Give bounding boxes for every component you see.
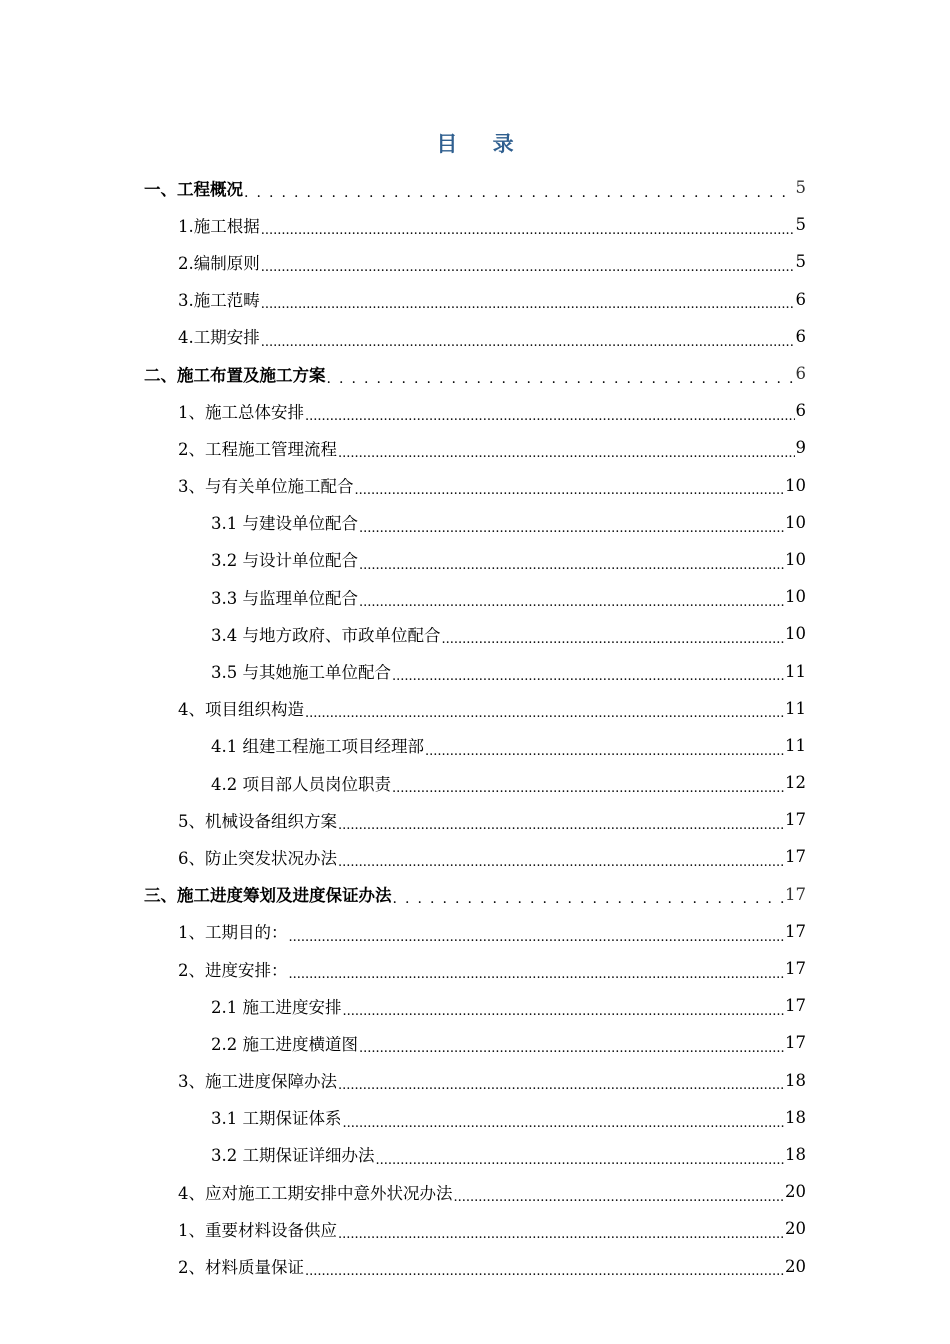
toc-entry[interactable]	[0, 1062, 950, 1099]
toc-leader-dots	[343, 1001, 785, 1018]
toc-entry-text: 二、施工布置及施工方案	[144, 365, 326, 385]
toc-leader-dots	[425, 741, 784, 758]
toc-leader-dots	[392, 667, 784, 684]
toc-entry[interactable]	[0, 913, 950, 950]
toc-entry-text: 3.4 与地方政府、市政单位配合	[211, 625, 441, 645]
toc-page-number: 6	[795, 289, 806, 309]
toc-entry-text: 1、施工总体安排	[178, 402, 304, 422]
toc-entry-text: 2、工程施工管理流程	[178, 439, 337, 459]
toc-page-number: 10	[785, 475, 806, 495]
toc-list	[0, 169, 950, 1285]
toc-leader-dots	[355, 481, 785, 498]
toc-leader-dots	[289, 964, 785, 981]
toc-entry-text: 4、项目组织构造	[178, 700, 304, 720]
toc-page-number: 5	[795, 178, 806, 198]
toc-page-number: 18	[785, 1144, 806, 1164]
toc-entry-text: 5、机械设备组织方案	[178, 811, 337, 831]
toc-page-number: 10	[785, 549, 806, 569]
toc-entry[interactable]	[0, 504, 950, 541]
toc-leader-dots	[338, 853, 784, 870]
toc-page-number: 10	[785, 624, 806, 644]
toc-entry-text: 2.2 施工进度横道图	[211, 1034, 358, 1054]
toc-page-number: 11	[785, 661, 806, 681]
toc-page-number: 6	[795, 364, 806, 384]
toc-leader-dots	[327, 369, 795, 386]
toc-leader-dots	[392, 778, 784, 795]
toc-leader-dots	[261, 221, 795, 238]
toc-page-number: 10	[785, 587, 806, 607]
toc-entry[interactable]	[0, 1136, 950, 1173]
toc-entry-text: 4、应对施工工期安排中意外状况办法	[178, 1183, 453, 1203]
toc-entry-text: 3.2 工期保证详细办法	[211, 1146, 375, 1166]
toc-entry[interactable]	[0, 169, 950, 206]
toc-entry[interactable]	[0, 876, 950, 913]
toc-page-number: 17	[785, 884, 806, 904]
toc-entry-text: 3、施工进度保障办法	[178, 1072, 337, 1092]
toc-page-number: 6	[795, 401, 806, 421]
toc-entry[interactable]	[0, 318, 950, 355]
toc-entry-text: 3.1 与建设单位配合	[211, 514, 358, 534]
toc-entry[interactable]	[0, 727, 950, 764]
toc-entry[interactable]	[0, 987, 950, 1024]
toc-entry-text: 1、工期目的：	[178, 923, 288, 943]
toc-entry[interactable]	[0, 467, 950, 504]
toc-entry[interactable]	[0, 392, 950, 429]
toc-entry[interactable]	[0, 1210, 950, 1247]
toc-page-number: 18	[785, 1107, 806, 1127]
toc-entry[interactable]	[0, 690, 950, 727]
toc-leader-dots	[338, 1076, 784, 1093]
toc-leader-dots	[343, 1113, 785, 1130]
toc-page-number: 9	[795, 438, 806, 458]
toc-leader-dots	[454, 1187, 785, 1204]
toc-entry-text: 3.2 与设计单位配合	[211, 551, 358, 571]
toc-page-number: 17	[785, 959, 806, 979]
toc-entry-text: 2.编制原则	[178, 253, 260, 273]
toc-entry[interactable]	[0, 1173, 950, 1210]
toc-entry-text: 1.施工根据	[178, 216, 260, 236]
toc-entry[interactable]	[0, 801, 950, 838]
toc-entry[interactable]	[0, 355, 950, 392]
toc-leader-dots	[376, 1150, 785, 1167]
toc-leader-dots	[305, 406, 795, 423]
toc-entry[interactable]	[0, 281, 950, 318]
toc-leader-dots	[442, 630, 785, 647]
toc-entry[interactable]	[0, 541, 950, 578]
toc-entry-text: 2.1 施工进度安排	[211, 997, 342, 1017]
toc-entry[interactable]	[0, 615, 950, 652]
toc-leader-dots	[244, 183, 795, 200]
toc-entry-text: 三、施工进度筹划及进度保证办法	[144, 886, 392, 906]
toc-page-number: 17	[785, 1033, 806, 1053]
toc-leader-dots	[359, 518, 784, 535]
toc-entry-text: 1、重要材料设备供应	[178, 1220, 337, 1240]
toc-leader-dots	[305, 1262, 784, 1279]
toc-entry[interactable]	[0, 243, 950, 280]
toc-leader-dots	[338, 816, 784, 833]
toc-entry[interactable]	[0, 838, 950, 875]
toc-entry[interactable]	[0, 206, 950, 243]
toc-entry[interactable]	[0, 1247, 950, 1284]
toc-page-number: 20	[785, 1256, 806, 1276]
toc-page-number: 20	[785, 1182, 806, 1202]
toc-leader-dots	[289, 927, 785, 944]
toc-page-number: 6	[795, 326, 806, 346]
toc-page-number: 11	[785, 698, 806, 718]
toc-entry-text: 2、进度安排：	[178, 960, 288, 980]
toc-page-number: 17	[785, 847, 806, 867]
toc-title: 目 录	[436, 132, 528, 156]
toc-page-number: 5	[795, 252, 806, 272]
toc-page-number: 18	[785, 1070, 806, 1090]
toc-entry-text: 4.1 组建工程施工项目经理部	[211, 737, 424, 757]
toc-entry[interactable]	[0, 652, 950, 689]
toc-page-number: 17	[785, 921, 806, 941]
toc-leader-dots	[359, 592, 784, 609]
toc-entry[interactable]	[0, 578, 950, 615]
toc-leader-dots	[338, 444, 795, 461]
toc-entry-text: 6、防止突发状况办法	[178, 848, 337, 868]
toc-entry-text: 4.2 项目部人员岗位职责	[211, 774, 391, 794]
toc-entry-text: 3、与有关单位施工配合	[178, 477, 354, 497]
toc-leader-dots	[261, 332, 795, 349]
toc-entry-text: 3.5 与其她施工单位配合	[211, 663, 391, 683]
toc-page-number: 12	[785, 773, 806, 793]
toc-leader-dots	[261, 258, 795, 275]
toc-page-number: 17	[785, 810, 806, 830]
toc-leader-dots	[338, 1225, 784, 1242]
toc-entry-text: 2、材料质量保证	[178, 1258, 304, 1278]
toc-page-number: 5	[795, 215, 806, 235]
toc-entry-text: 3.1 工期保证体系	[211, 1109, 342, 1129]
toc-entry[interactable]	[0, 950, 950, 987]
toc-entry-text: 3.3 与监理单位配合	[211, 588, 358, 608]
toc-leader-dots	[393, 890, 785, 907]
toc-entry-text: 一、工程概况	[144, 179, 243, 199]
toc-entry[interactable]	[0, 429, 950, 466]
toc-page-number: 20	[785, 1219, 806, 1239]
toc-page-number: 17	[785, 996, 806, 1016]
toc-leader-dots	[305, 704, 784, 721]
toc-page-number: 10	[785, 512, 806, 532]
toc-entry-text: 4.工期安排	[178, 328, 260, 348]
toc-leader-dots	[261, 295, 795, 312]
toc-entry[interactable]	[0, 1099, 950, 1136]
toc-entry-text: 3.施工范畴	[178, 291, 260, 311]
toc-leader-dots	[359, 555, 784, 572]
toc-page-number: 11	[785, 735, 806, 755]
toc-leader-dots	[359, 1039, 784, 1056]
toc-entry[interactable]	[0, 1024, 950, 1061]
toc-entry[interactable]	[0, 764, 950, 801]
